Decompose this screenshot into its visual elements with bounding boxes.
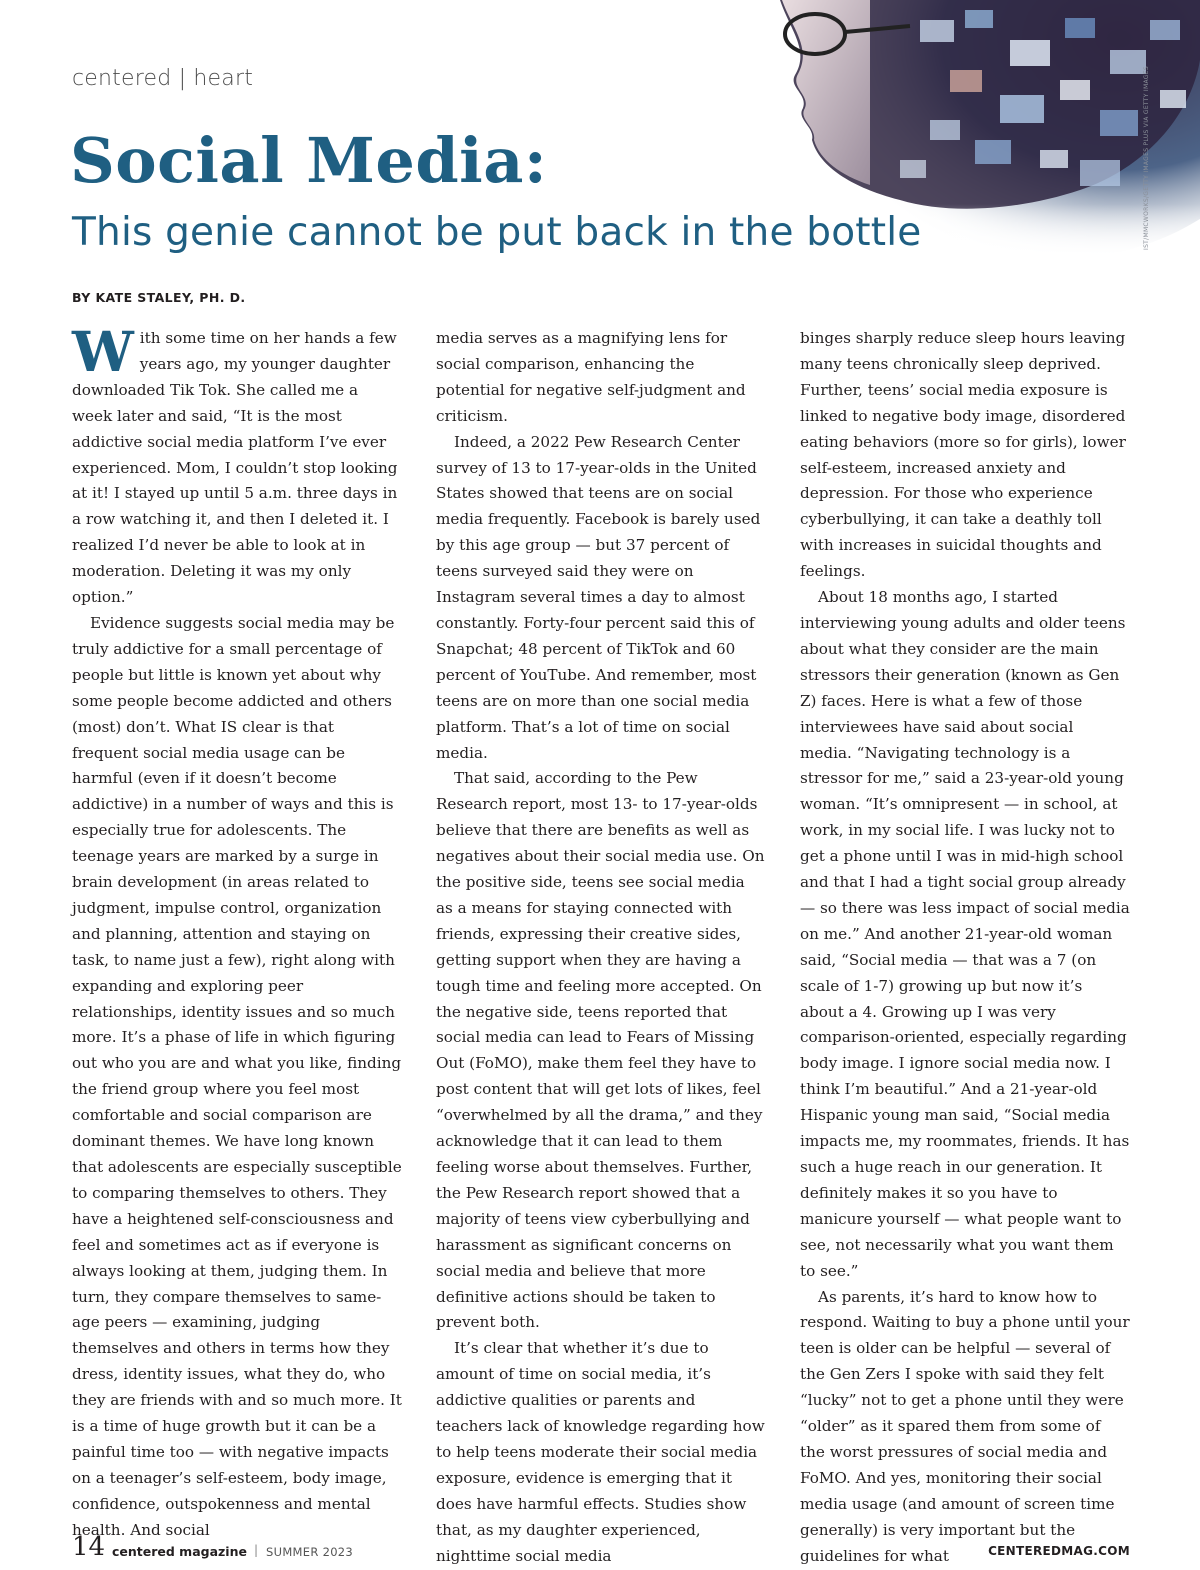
page-footer <box>72 1532 1130 1566</box>
paragraph: binges sharply reduce sleep hours leaving many teens chronically sleep deprived. Further, teens’ social media exposure is linked to negative body image, disordered eating behaviors (more so for girls), lower self-esteem, increased anxiety and depression. For those who experience cyberbullying, it can take a deathly toll with increases in suicidal thoughts and feelings. <box>800 329 1126 581</box>
article-column-1 <box>72 319 402 1544</box>
magazine-name: centered magazine <box>112 1544 247 1559</box>
article-subtitle: This genie cannot be put back in the bottle <box>72 210 922 255</box>
paragraph: media serves as a magnifying lens for social comparison, enhancing the potential for negative self-judgment and criticism. <box>436 329 746 425</box>
footer-divider: | <box>254 1543 259 1557</box>
paragraph: Evidence suggests social media may be truly addictive for a small percentage of people but little is known yet about why some people become addicted and others (most) don’t. What IS clear is that frequent social media usage can be harmful (even if it doesn’t become addictive) in a number of ways and this is especially true for adolescents. The teenage years are marked by a surge in brain development (in areas related to judgment, impulse control, organization and planning, attention and staying on task, to name just a few), right along with expanding and exploring peer relationships, identity issues and so much more. It’s a phase of life in which figuring out who you are and what you like, finding the friend group where you feel most comfortable and social comparison are dominant themes. We have long known that adolescents are especially susceptible to comparing themselves to others. They have a heightened self-consciousness and feel and sometimes act as if everyone is always looking at them, judging them. In turn, they compare themselves to same-age peers — examining, judging themselves and others in terms how they dress, identity issues, what they do, who they are friends with and so much more. It is a time of huge growth but it can be a painful time too — with negative impacts on a teenager’s self-esteem, body image, confidence, outspokenness and mental health. And social <box>72 613 402 1539</box>
paragraph: About 18 months ago, I started interviewing young adults and older teens about what they consider are the main stressors their generation (known as Gen Z) faces. Here is what a few of those interviewees have said about social media. “Navigating technology is a stressor for me,” said a 23-year-old young woman. “It’s omnipresent — in school, at work, in my social life. I was lucky not to get a phone until I was in mid-high school and that I had a tight social group already — so there was less impact of social media on me.” And another 21-year-old woman said, “Social media — that was a 7 (on scale of 1-7) growing up but now it’s about a 4. Growing up I was very comparison-oriented, especially regarding body image. I ignore social media now. I think I’m beautiful.” And a 21-year-old Hispanic young man said, “Social media impacts me, my roommates, friends. It has such a huge reach in our generation. It definitely makes it so you have to manicure yourself — what people want to see, not necessarily what you want them to see.” <box>800 588 1130 1280</box>
paragraph: That said, according to the Pew Research report, most 13- to 17-year-olds believe that there are benefits as well as negatives about their social media use. On the positive side, teens see social media as a means for staying connected with friends, expressing their creative sides, getting support when they are having a tough time and feeling more accepted. On the negative side, teens reported that social media can lead to Fears of Missing Out (FoMO), make them feel they have to post content that will get lots of likes, feel “overwhelmed by all the drama,” and they acknowledge that it can lead to them feeling worse about themselves. Further, the Pew Research report showed that a majority of teens view cyberbullying and harassment as significant concerns on social media and believe that more definitive actions should be taken to prevent both. <box>436 769 765 1332</box>
drop-cap: W <box>72 319 134 384</box>
article-column-2 <box>436 326 766 1570</box>
website-url: CENTEREDMAG.COM <box>988 1544 1130 1558</box>
paragraph-text: ith some time on her hands a few years ago, my younger daughter downloaded Tik Tok. She called me a week later and said, “It is the most addictive social media platform I’ve ever experienced. Mom, I couldn’t stop looking at it! I stayed up until 5 a.m. three days in a row watching it, and then I deleted it. I realized I’d never be able to look at in moderation. Deleting it was my only option.” <box>72 329 398 607</box>
page-number: 14 <box>72 1532 106 1562</box>
paragraph <box>72 319 402 611</box>
article-title: Social Media: <box>70 124 548 197</box>
article-column-3 <box>800 326 1130 1570</box>
issue-date: SUMMER 2023 <box>266 1545 354 1559</box>
paragraph: As parents, it’s hard to know how to respond. Waiting to buy a phone until your teen is older can be helpful — several of the Gen Zers I spoke with said they felt “lucky” not to get a phone until they were “older” as it spared them from some of the worst pressures of social media and FoMO. And yes, monitoring their social media usage (and amount of screen time generally) is very important but the guidelines for what <box>800 1287 1130 1565</box>
photo-credit: IST/MMCWORKS/GETTY IMAGES PLUS VIA GETTY IMAGES <box>1143 66 1150 250</box>
paragraph: Indeed, a 2022 Pew Research Center survey of 13 to 17-year-olds in the United States showed that teens are on social media frequently. Facebook is barely used by this age group — but 37 percent of teens surveyed said they were on Instagram several times a day to almost constantly. Forty-four percent said this of Snapchat; 48 percent of TikTok and 60 percent of YouTube. And remember, most teens are on more than one social media platform. That’s a lot of time on social media. <box>436 432 761 762</box>
section-label: centered | heart <box>72 66 254 91</box>
byline: BY KATE STALEY, PH. D. <box>72 290 246 305</box>
paragraph: It’s clear that whether it’s due to amount of time on social media, it’s addictive qualities or parents and teachers lack of knowledge regarding how to help teens moderate their social media exposure, evidence is emerging that it does have harmful effects. Studies show that, as my daughter experienced, nighttime social media <box>436 1339 765 1565</box>
